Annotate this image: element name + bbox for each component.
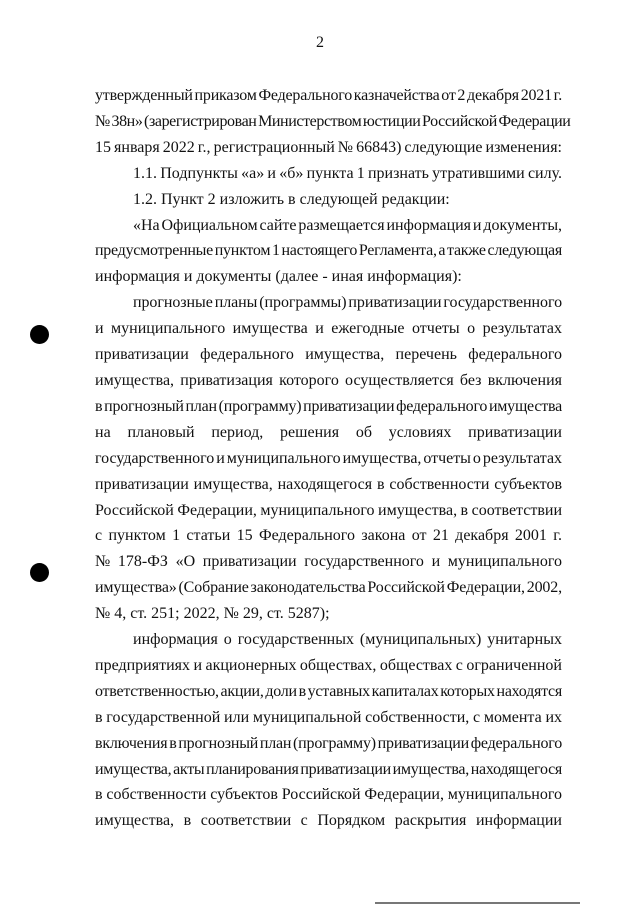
text-line: № 178-ФЗ «О приватизации государственного и муниципального (95, 553, 562, 571)
text-line: на плановый период, решения об условиях приватизации (95, 423, 562, 441)
text-line: № 4, ст. 251; 2022, № 29, ст. 5287); (95, 605, 330, 623)
text-line: имущества, приватизация которого осуществляется без включения (95, 371, 562, 389)
text-line: Российской Федерации, муниципального имущества, в соответствии (95, 501, 563, 519)
text-line: имущества» (Собрание законодательства Российской Федерации, 2002, (95, 579, 563, 597)
text-line: государственного и муниципального имущества, отчеты о результатах (95, 449, 563, 467)
text-line: 1.2. Пункт 2 изложить в следующей редакции: (133, 190, 450, 208)
page-number: 2 (316, 34, 324, 51)
text-line: информация и документы (далее - иная информация): (95, 268, 462, 286)
text-line: предусмотренные пунктом 1 настоящего Регламента, а также следующая (95, 242, 562, 260)
text-line: имущества, в соответствии с Порядком раскрытия информации (95, 812, 562, 830)
text-line: включения в прогнозный план (программу) приватизации федерального (95, 734, 563, 752)
text-line: приватизации федерального имущества, перечень федерального (95, 346, 562, 364)
text-line: № 38н» (зарегистрирован Министерством юстиции Российской Федерации (95, 112, 571, 130)
text-line: «На Официальном сайте размещается информация и документы, (133, 216, 562, 234)
binder-hole-mark (30, 563, 49, 582)
text-line: в собственности субъектов Российской Федерации, муниципального (95, 786, 562, 804)
scan-edge-artifact (375, 902, 580, 904)
binder-hole-mark (30, 325, 49, 344)
text-line: имущества, акты планирования приватизации имущества, находящегося (95, 760, 563, 778)
text-line: информация о государственных (муниципальных) унитарных (133, 631, 562, 649)
text-line: предприятиях и акционерных обществах, обществах с ограниченной (95, 656, 562, 674)
text-line: ответственностью, акции, доли в уставных капиталах которых находятся (95, 682, 562, 700)
text-line: прогнозные планы (программы) приватизации государственного (133, 294, 563, 312)
text-line: в прогнозный план (программу) приватизации федерального имущества (95, 397, 562, 415)
document-body (95, 83, 571, 834)
text-line: с пунктом 1 статьи 15 Федерального закона от 21 декабря 2001 г. (95, 527, 562, 545)
text-line: 1.1. Подпункты «а» и «б» пункта 1 признать утратившими силу. (133, 164, 562, 182)
text-line: 15 января 2022 г., регистрационный № 66843) следующие изменения: (95, 138, 562, 156)
text-line: приватизации имущества, находящегося в собственности субъектов (95, 475, 562, 493)
text-line: и муниципального имущества и ежегодные отчеты о результатах (95, 320, 562, 338)
text-line: утвержденный приказом Федерального казначейства от 2 декабря 2021 г. (95, 87, 562, 104)
text-line: в государственной или муниципальной собственности, с момента их (95, 708, 562, 726)
